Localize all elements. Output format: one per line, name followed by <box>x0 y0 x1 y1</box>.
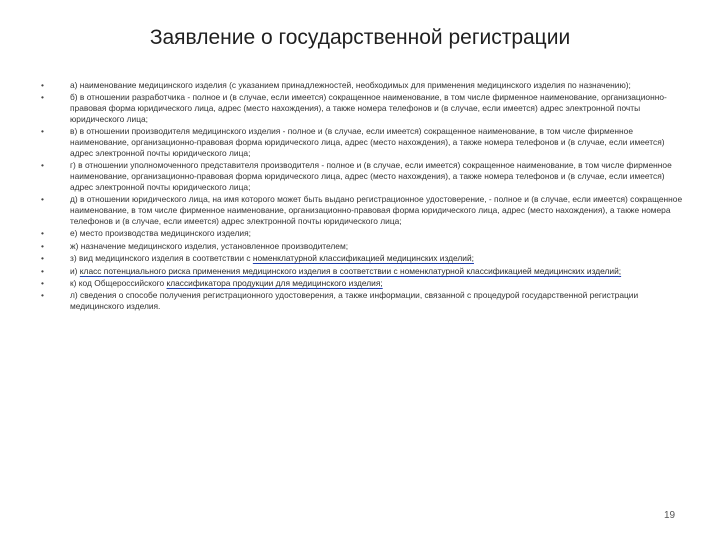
list-item <box>38 241 686 252</box>
list-item <box>38 194 686 226</box>
item-text: з) вид медицинского изделия в соответствии с <box>70 253 253 264</box>
nomenclature-classification-link[interactable]: номенклатурной классификацией медицинских изделий; <box>252 253 474 264</box>
page-number: 19 <box>664 510 676 521</box>
bullet-icon: • <box>41 194 44 205</box>
item-text: д) в отношении юридического лица, на имя которого может быть выдано регистрационное удостоверение, - полное и (в случае, если имеется) сокращенное наименование, в том числе фирменное наименование, организационно-правовая форма юридического лица, адрес (место нахождения), а также номера телефонов и (в случае, если имеется) адрес электронной почты юридического лица; <box>70 194 683 226</box>
list-item <box>38 80 686 91</box>
bullet-icon: • <box>41 126 44 137</box>
list-item <box>38 92 686 124</box>
bullet-icon: • <box>41 228 44 239</box>
slide-title: Заявление о государственной регистрации <box>149 26 571 49</box>
list-item <box>38 278 686 289</box>
bullet-icon: • <box>41 265 44 276</box>
bullet-icon: • <box>41 253 44 264</box>
item-text: а) наименование медицинского изделия (с указанием принадлежностей, необходимых для применения медицинского изделия по назначению); <box>70 80 631 90</box>
list-item <box>38 126 686 158</box>
list-item <box>38 253 686 264</box>
bullet-icon: • <box>41 277 44 288</box>
item-text: ж) назначение медицинского изделия, установленное производителем; <box>70 240 349 251</box>
list-item <box>38 290 686 312</box>
requirements-list <box>38 80 686 313</box>
item-text: г) в отношении уполномоченного представителя производителя - полное и (в случае, если имеется) сокращенное наименование, в том числе фирменное наименование, организационно-правовая форма юридического лица, адрес (место нахождения), а также номера телефонов и (в случае, если имеется) адрес электронной почты юридического лица; <box>70 160 672 192</box>
list-item <box>38 266 686 277</box>
bullet-icon: • <box>41 80 44 90</box>
list-item <box>38 160 686 192</box>
item-text: л) сведения о способе получения регистрационного удостоверения, а также информации, связанной с процедурой государственной регистрации медицинского изделия. <box>70 290 639 312</box>
risk-class-link[interactable]: класс потенциального риска применения медицинского изделия в соответствии с номенклатурной классификацией медицинских изделий; <box>79 265 622 276</box>
bullet-icon: • <box>41 290 44 301</box>
product-classifier-link[interactable]: классификатора продукции для медицинского изделия; <box>166 277 383 288</box>
bullet-icon: • <box>41 160 44 171</box>
list-item <box>38 228 686 239</box>
item-text: е) место производства медицинского изделия; <box>70 228 251 239</box>
bullet-icon: • <box>41 240 44 251</box>
bullet-icon: • <box>41 92 44 103</box>
item-text: и) <box>70 265 80 276</box>
item-text: к) код Общероссийского <box>70 277 167 288</box>
item-text: в) в отношении производителя медицинского изделия - полное и (в случае, если имеется) сокращенное наименование, в том числе фирменное наименование, организационно-правовая форма юридического лица, адрес (место нахождения), а также номера телефонов и (в случае, если имеется) адрес электронной почты юридического лица; <box>70 126 665 158</box>
item-text: б) в отношении разработчика - полное и (в случае, если имеется) сокращенное наименование, в том числе фирменное наименование, организационно-правовая форма юридического лица, адрес (место нахождения), а также номера телефонов и (в случае, если имеется) адрес электронной почты юридического лица; <box>70 92 667 124</box>
